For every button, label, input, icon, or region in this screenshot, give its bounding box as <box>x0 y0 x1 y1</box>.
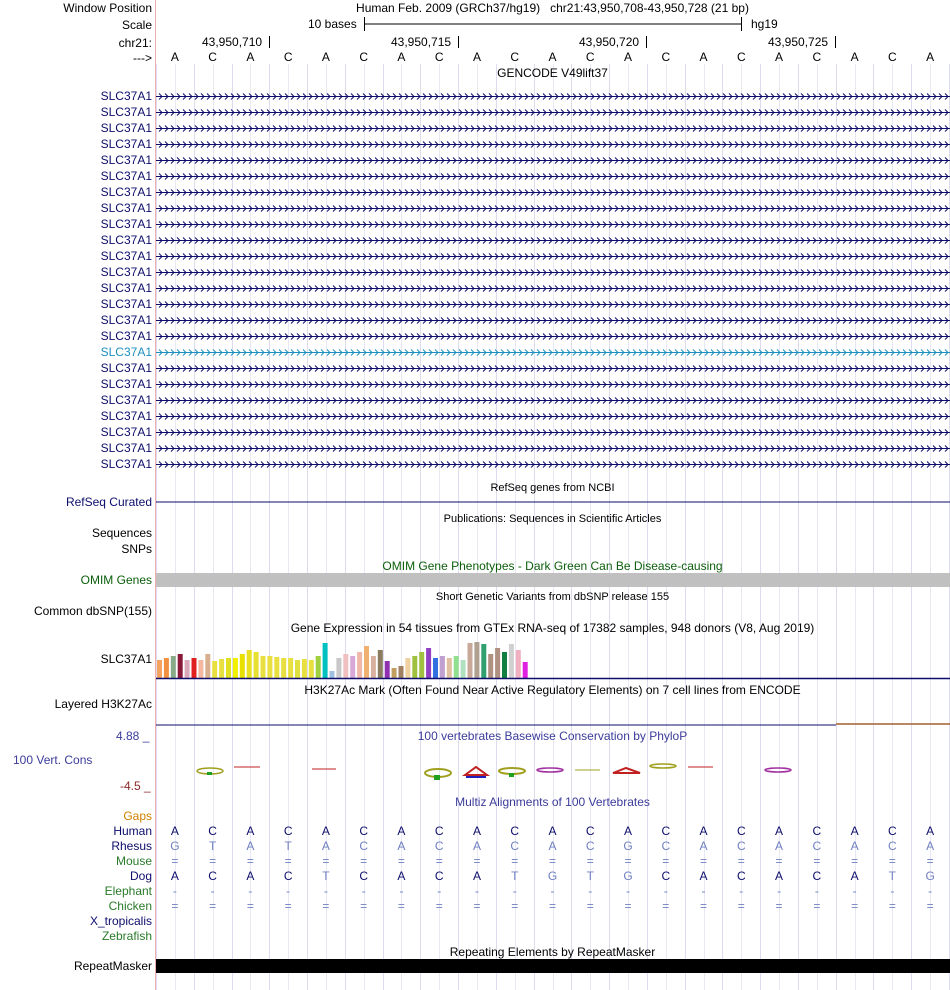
gtex-tissue-bar <box>385 661 390 678</box>
phylop-label[interactable]: 100 Vert. Cons <box>13 753 93 767</box>
gencode-transcript-label[interactable]: SLC37A1 <box>100 137 152 151</box>
aligned-base: A <box>321 824 330 838</box>
repeatmasker-label[interactable]: RepeatMasker <box>73 959 152 973</box>
gencode-transcript-label[interactable]: SLC37A1 <box>100 409 152 423</box>
reference-base: C <box>585 50 595 64</box>
aligned-base: T <box>888 869 897 883</box>
aligned-base: = <box>360 854 368 868</box>
aligned-base: = <box>473 854 481 868</box>
aligned-base: = <box>926 899 934 913</box>
gtex-tissue-bar <box>240 654 245 678</box>
aligned-base: C <box>812 869 822 883</box>
gtex-tissue-bar <box>454 656 459 678</box>
aligned-base: = <box>246 854 254 868</box>
aligned-base: C <box>434 824 444 838</box>
aligned-base: = <box>888 854 896 868</box>
gencode-transcript-label[interactable]: SLC37A1 <box>100 153 152 167</box>
aligned-base: = <box>360 899 368 913</box>
reference-base: A <box>397 50 406 64</box>
reference-base: C <box>888 50 897 64</box>
reference-base: C <box>812 50 822 64</box>
aligned-base: - <box>739 884 744 898</box>
aligned-base: - <box>172 884 177 898</box>
aligned-base: C <box>359 824 369 838</box>
reference-base: C <box>661 50 671 64</box>
gtex-tissue-bar <box>323 643 328 678</box>
aligned-base: = <box>548 899 556 913</box>
species-label-rhesus: Rhesus <box>111 839 152 853</box>
gtex-tissue-bar <box>205 654 210 678</box>
aligned-base: - <box>814 884 819 898</box>
omim-label[interactable]: OMIM Genes <box>80 573 152 587</box>
gtex-tissue-bar <box>192 658 197 678</box>
h3k27ac-signal <box>0 722 950 728</box>
reference-base: A <box>699 50 708 64</box>
gtex-tissue-bar <box>198 660 203 678</box>
gtex-tissue-bar <box>343 654 348 678</box>
aligned-base: T <box>284 839 292 853</box>
gtex-tissue-bar <box>261 656 266 678</box>
scale-label: Scale <box>121 18 152 32</box>
refseq-title: RefSeq genes from NCBI <box>490 482 615 494</box>
reference-base: A <box>548 50 557 64</box>
aligned-base: - <box>361 884 366 898</box>
gtex-tissue-bar <box>288 658 293 678</box>
phylop-min: -4.5 _ <box>120 779 151 793</box>
gtex-tissue-bar <box>226 658 231 678</box>
aligned-base: A <box>624 824 633 838</box>
gencode-transcript-label[interactable]: SLC37A1 <box>100 185 152 199</box>
aligned-base: G <box>170 839 180 853</box>
reference-base: A <box>472 50 481 64</box>
coord-2: 43,950,715 <box>391 35 452 49</box>
species-label-mouse: Mouse <box>115 854 152 868</box>
species-label-chicken: Chicken <box>108 899 152 913</box>
aligned-base: = <box>209 899 217 913</box>
gtex-tissue-bar <box>233 658 238 678</box>
gencode-transcript-label[interactable]: SLC37A1 <box>100 457 152 471</box>
aligned-base: = <box>851 899 859 913</box>
aligned-base: T <box>586 869 594 883</box>
gtex-tissue-bar <box>426 648 431 678</box>
reference-base: C <box>510 50 520 64</box>
aligned-base: C <box>812 839 822 853</box>
aligned-base: C <box>661 869 671 883</box>
dbsnp-title: Short Genetic Variants from dbSNP release 155 <box>435 591 670 603</box>
gencode-transcript-label[interactable]: SLC37A1 <box>100 377 152 391</box>
aligned-base: - <box>512 884 517 898</box>
aligned-base: = <box>586 899 594 913</box>
aligned-base: = <box>435 899 443 913</box>
gencode-transcript-label[interactable]: SLC37A1 <box>100 121 152 135</box>
gtex-tissue-bar <box>219 659 224 678</box>
scale-bar <box>0 14 950 34</box>
gtex-tissue-bar <box>502 652 507 678</box>
gtex-title: Gene Expression in 54 tissues from GTEx RNA-seq of 17382 samples, 948 donors (V8, Aug 2019) <box>290 621 815 635</box>
gtex-tissue-bar <box>516 650 521 678</box>
aligned-base: A <box>548 839 557 853</box>
aligned-base: - <box>399 884 404 898</box>
gtex-tissue-bar <box>267 656 272 678</box>
aligned-base: - <box>474 884 479 898</box>
reference-base: A <box>926 50 935 64</box>
coord-3: 43,950,720 <box>579 35 640 49</box>
aligned-base: C <box>283 824 293 838</box>
gencode-transcript-label[interactable]: SLC37A1 <box>100 361 152 375</box>
aligned-base: A <box>850 869 859 883</box>
aligned-base: = <box>322 854 330 868</box>
gencode-transcript-label[interactable]: SLC37A1 <box>100 249 152 263</box>
gencode-transcripts <box>0 80 950 480</box>
gencode-transcript-label[interactable]: SLC37A1 <box>100 345 152 359</box>
aligned-base: C <box>208 824 217 838</box>
phylop-logo <box>0 761 950 781</box>
gtex-tissue-bar <box>185 660 190 678</box>
gtex-tissue-bar <box>461 660 466 678</box>
aligned-base: A <box>775 839 784 853</box>
assembly-label: hg19 <box>751 17 778 31</box>
aligned-base: = <box>737 899 745 913</box>
aligned-base: T <box>208 839 217 853</box>
gencode-transcript-label[interactable]: SLC37A1 <box>100 393 152 407</box>
gtex-tissue-bar <box>523 662 528 678</box>
refseq-label[interactable]: RefSeq Curated <box>65 495 152 509</box>
aligned-base: = <box>775 899 783 913</box>
aligned-base: C <box>661 824 671 838</box>
gtex-tissue-bar <box>316 656 321 678</box>
aligned-base: A <box>472 869 481 883</box>
aligned-base: = <box>624 854 632 868</box>
aligned-base: A <box>246 839 255 853</box>
omim-title: OMIM Gene Phenotypes - Dark Green Can Be Disease-causing <box>382 559 723 573</box>
aligned-base: C <box>359 839 369 853</box>
gtex-tissue-bar <box>274 657 279 678</box>
publications-title: Publications: Sequences in Scientific Articles <box>443 513 662 525</box>
reference-base: C <box>736 50 746 64</box>
aligned-base: C <box>585 839 595 853</box>
aligned-base: = <box>209 854 217 868</box>
aligned-base: A <box>699 824 708 838</box>
aligned-base: = <box>624 899 632 913</box>
species-label-human: Human <box>113 824 152 838</box>
aligned-base: = <box>171 854 179 868</box>
aligned-base: = <box>435 854 443 868</box>
aligned-base: G <box>623 839 633 853</box>
aligned-base: A <box>548 824 557 838</box>
gtex-tissue-bar <box>254 652 259 678</box>
aligned-base: C <box>812 824 822 838</box>
gencode-transcript-label[interactable]: SLC37A1 <box>100 281 152 295</box>
gtex-tissue-bar <box>281 658 286 678</box>
gtex-tissue-bar <box>495 648 500 678</box>
aligned-base: = <box>511 899 519 913</box>
aligned-base: = <box>473 899 481 913</box>
aligned-base: - <box>323 884 328 898</box>
gtex-tissue-bar <box>357 652 362 678</box>
aligned-base: = <box>662 899 670 913</box>
gtex-tissue-bar <box>509 644 514 678</box>
aligned-base: A <box>246 869 255 883</box>
gencode-transcript-label[interactable]: SLC37A1 <box>100 329 152 343</box>
aligned-base: = <box>284 854 292 868</box>
coord-ticks <box>0 35 950 49</box>
aligned-base: G <box>547 869 558 883</box>
aligned-base: = <box>397 899 405 913</box>
publications-label-sequences[interactable]: Sequences <box>91 526 152 540</box>
aligned-base: C <box>359 869 369 883</box>
aligned-base: = <box>775 854 783 868</box>
gencode-transcript-label[interactable]: SLC37A1 <box>100 201 152 215</box>
window-position-value: Human Feb. 2009 (GRCh37/hg19) chr21:43,950,708-43,950,728 (21 bp) <box>356 1 749 15</box>
aligned-base: C <box>434 839 444 853</box>
gencode-title: GENCODE V49lift37 <box>497 66 608 80</box>
repeatmasker-title: Repeating Elements by RepeatMasker <box>449 945 656 959</box>
gtex-tissue-bar <box>392 668 397 678</box>
aligned-base: = <box>888 899 896 913</box>
aligned-base: = <box>246 899 254 913</box>
gtex-bar-chart[interactable] <box>0 634 950 684</box>
aligned-base: = <box>662 854 670 868</box>
gencode-transcript-label[interactable]: SLC37A1 <box>100 297 152 311</box>
gencode-transcript-label[interactable]: SLC37A1 <box>100 265 152 279</box>
h3k27ac-title: H3K27Ac Mark (Often Found Near Active Regulatory Elements) on 7 cell lines from ENCODE <box>304 683 801 697</box>
reference-base: A <box>246 50 255 64</box>
aligned-base: A <box>850 824 859 838</box>
chrom-label: chr21: <box>118 36 152 50</box>
aligned-base: A <box>699 869 708 883</box>
gtex-tissue-bar <box>399 666 404 678</box>
gtex-tissue-bar <box>405 658 410 678</box>
phylop-title: 100 vertebrates Basewise Conservation by PhyloP <box>417 729 688 743</box>
reference-base: A <box>775 50 784 64</box>
aligned-base: T <box>322 869 330 883</box>
species-label-elephant: Elephant <box>104 884 152 898</box>
aligned-base: A <box>850 839 859 853</box>
gtex-tissue-bar <box>447 658 452 678</box>
aligned-base: = <box>737 854 745 868</box>
reference-base: C <box>359 50 369 64</box>
reference-base: A <box>321 50 330 64</box>
aligned-base: = <box>548 854 556 868</box>
aligned-base: A <box>472 824 481 838</box>
aligned-base: T <box>511 869 519 883</box>
gtex-tissue-bar <box>371 656 376 678</box>
gtex-tissue-bar <box>302 659 307 678</box>
gtex-tissue-bar <box>440 656 445 678</box>
coord-1: 43,950,710 <box>202 35 263 49</box>
aligned-base: C <box>585 824 595 838</box>
refseq-line <box>0 500 950 504</box>
gencode-transcript-label[interactable]: SLC37A1 <box>100 217 152 231</box>
aligned-base: G <box>925 869 935 883</box>
gtex-tissue-bar <box>481 644 486 678</box>
window-position-label: Window Position <box>63 1 152 15</box>
aligned-base: C <box>434 869 444 883</box>
aligned-base: C <box>661 839 671 853</box>
aligned-base: G <box>623 869 633 883</box>
dbsnp-label[interactable]: Common dbSNP(155) <box>33 604 152 618</box>
gtex-tissue-bar <box>212 661 217 678</box>
gtex-tissue-bar <box>336 658 341 678</box>
gencode-transcript-label[interactable]: SLC37A1 <box>100 169 152 183</box>
aligned-base: = <box>511 854 519 868</box>
reference-base: A <box>850 50 859 64</box>
aligned-base: - <box>210 884 215 898</box>
aligned-base: A <box>321 839 330 853</box>
aligned-base: A <box>472 839 481 853</box>
aligned-base: - <box>550 884 555 898</box>
species-label-x_tropicalis: X_tropicalis <box>89 914 152 928</box>
aligned-base: C <box>510 839 520 853</box>
gtex-tissue-bar <box>295 660 300 678</box>
omim-bar[interactable] <box>156 573 950 587</box>
aligned-base: - <box>852 884 857 898</box>
reference-base: C <box>283 50 293 64</box>
gtex-tissue-bar <box>433 658 438 678</box>
aligned-base: A <box>397 824 406 838</box>
gencode-transcript-label[interactable]: SLC37A1 <box>100 105 152 119</box>
aligned-base: - <box>286 884 291 898</box>
coord-4: 43,950,725 <box>768 35 829 49</box>
phylop-max: 4.88 _ <box>116 729 150 743</box>
gtex-tissue-bar <box>330 671 335 678</box>
gtex-tissue-bar <box>412 656 417 678</box>
aligned-base: A <box>170 824 179 838</box>
gtex-tissue-bar <box>247 650 252 678</box>
publications-label-snps[interactable]: SNPs <box>121 542 152 556</box>
aligned-base: C <box>888 839 897 853</box>
gencode-transcript-label[interactable]: SLC37A1 <box>100 89 152 103</box>
aligned-base: - <box>248 884 253 898</box>
gtex-tissue-bar <box>309 660 314 678</box>
aligned-base: - <box>588 884 593 898</box>
aligned-base: C <box>736 824 746 838</box>
aligned-base: C <box>208 869 217 883</box>
gtex-tissue-bar <box>488 654 493 678</box>
species-label-dog: Dog <box>129 869 152 883</box>
gtex-tissue-bar <box>350 656 355 678</box>
image-left-border <box>155 0 156 990</box>
gtex-tissue-bar <box>364 646 369 678</box>
aligned-base: = <box>586 854 594 868</box>
gencode-transcript-label[interactable]: SLC37A1 <box>100 313 152 327</box>
gencode-transcript-label[interactable]: SLC37A1 <box>100 441 152 455</box>
reference-base: A <box>624 50 633 64</box>
aligned-base: C <box>888 824 897 838</box>
aligned-base: - <box>626 884 631 898</box>
aligned-base: A <box>775 869 784 883</box>
gtex-tissue-bar <box>171 656 176 678</box>
aligned-base: C <box>736 869 746 883</box>
aligned-base: = <box>700 854 708 868</box>
aligned-base: A <box>926 839 935 853</box>
aligned-base: = <box>813 899 821 913</box>
aligned-base: - <box>890 884 895 898</box>
aligned-base: A <box>170 869 179 883</box>
aligned-base: - <box>928 884 933 898</box>
aligned-base: = <box>813 854 821 868</box>
aligned-base: C <box>510 824 520 838</box>
aligned-base: = <box>171 899 179 913</box>
gtex-tissue-bar <box>474 642 479 678</box>
aligned-base: A <box>397 839 406 853</box>
aligned-base: - <box>437 884 442 898</box>
scale-value: 10 bases <box>308 17 357 31</box>
aligned-base: = <box>926 854 934 868</box>
gaps-label: Gaps <box>123 809 152 823</box>
aligned-base: C <box>736 839 746 853</box>
reference-base: C <box>434 50 444 64</box>
aligned-base: = <box>397 854 405 868</box>
aligned-base: - <box>777 884 782 898</box>
gencode-transcript-label[interactable]: SLC37A1 <box>100 233 152 247</box>
aligned-base: A <box>397 869 406 883</box>
repeatmasker-bar[interactable] <box>156 959 950 973</box>
multiz-title: Multiz Alignments of 100 Vertebrates <box>455 795 650 809</box>
aligned-base: = <box>851 854 859 868</box>
aligned-base: - <box>663 884 668 898</box>
aligned-base: A <box>246 824 255 838</box>
h3k27ac-label[interactable]: Layered H3K27Ac <box>54 697 152 711</box>
gtex-tissue-bar <box>164 658 169 678</box>
aligned-base: A <box>926 824 935 838</box>
aligned-base: C <box>283 869 293 883</box>
gtex-tissue-bar <box>178 654 183 678</box>
aligned-base: - <box>701 884 706 898</box>
aligned-base: = <box>284 899 292 913</box>
gtex-tissue-bar <box>419 652 424 678</box>
gtex-tissue-bar <box>378 650 383 678</box>
strand-label: ---> <box>133 51 152 65</box>
aligned-base: A <box>775 824 784 838</box>
aligned-base: = <box>700 899 708 913</box>
gtex-label[interactable]: SLC37A1 <box>100 652 152 666</box>
species-label-zebrafish: Zebrafish <box>101 929 152 943</box>
reference-base: A <box>170 50 179 64</box>
gtex-tissue-bar <box>157 660 162 678</box>
reference-base: C <box>208 50 217 64</box>
aligned-base: = <box>322 899 330 913</box>
gencode-transcript-label[interactable]: SLC37A1 <box>100 425 152 439</box>
aligned-base: A <box>699 839 708 853</box>
gtex-tissue-bar <box>468 643 473 678</box>
